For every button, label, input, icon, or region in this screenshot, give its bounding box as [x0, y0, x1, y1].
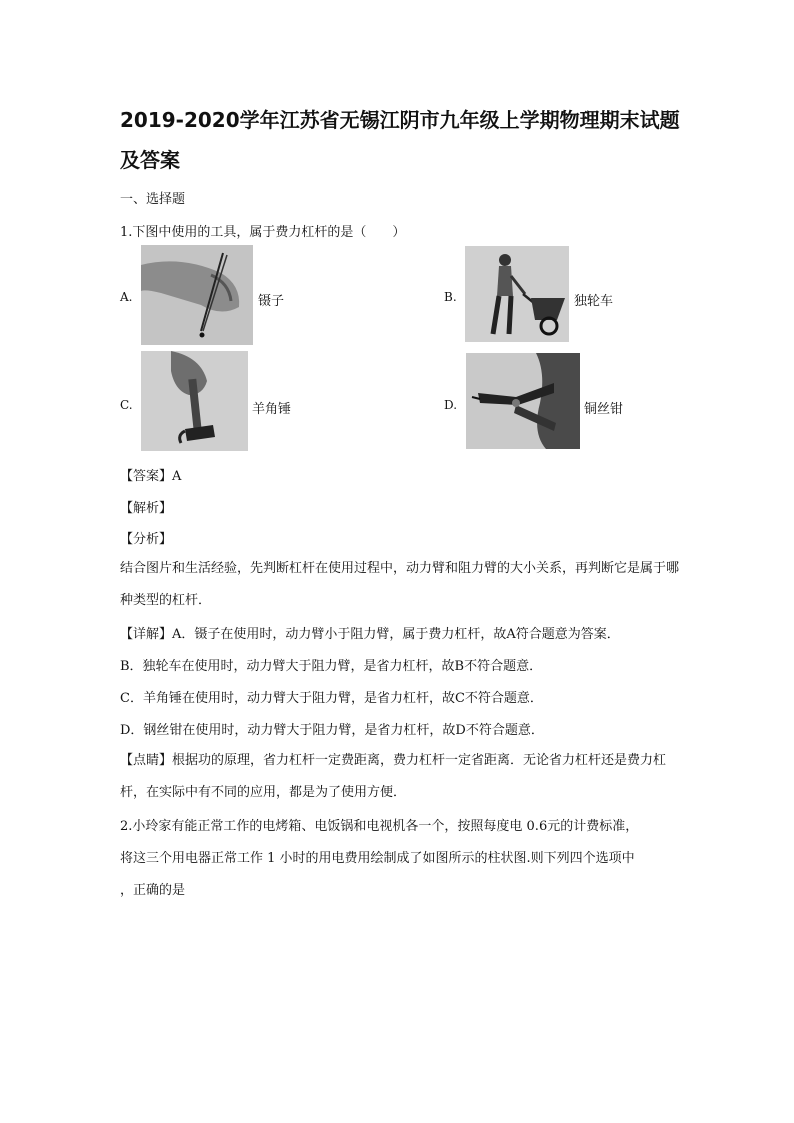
analysis-label: 【分析】	[120, 532, 173, 547]
explanation-label: 【解析】	[120, 501, 173, 516]
detail-c: C．羊角锤在使用时，动力臂大于阻力臂，是省力杠杆，故C不符合题意．	[120, 691, 543, 706]
claw-hammer-photo	[141, 351, 248, 451]
wire-pliers-illustration	[466, 353, 580, 449]
comment-text: 【点睛】根据功的原理，省力杠杆一定费距离，费力杠杆一定省距离．无论省力杠杆还是费力杠杆，在实际中有不同的应用，都是为了使用方便．	[120, 753, 667, 800]
tweezers-illustration	[141, 245, 253, 345]
tweezers-photo	[141, 245, 253, 345]
option-d-letter: D.	[444, 398, 458, 412]
question-2-stem-line-2: 将这三个用电器正常工作 1 小时的用电费用绘制成了如图所示的柱状图.则下列四个选项中	[120, 851, 635, 866]
section-heading: 一、选择题	[120, 192, 186, 207]
detail-a: 【详解】A．镊子在使用时，动力臂小于阻力臂，属于费力杠杆，故A符合题意为答案．	[120, 627, 620, 642]
document-title: 2019-2020学年江苏省无锡江阴市九年级上学期物理期末试题及答案	[120, 108, 680, 172]
question-1-stem: 1.下图中使用的工具，属于费力杠杆的是（ ）	[120, 225, 406, 240]
option-a-name: 镊子	[258, 294, 285, 309]
question-2-stem-line-3: ，正确的是	[120, 883, 186, 898]
option-c-name: 羊角锤	[252, 402, 292, 417]
option-b-name: 独轮车	[574, 294, 614, 309]
option-d-name: 铜丝钳	[584, 402, 624, 417]
claw-hammer-illustration	[141, 351, 248, 451]
analysis-text: 结合图片和生活经验，先判断杠杆在使用过程中，动力臂和阻力臂的大小关系，再判断它是属于哪种类型的杠杆．	[120, 561, 680, 608]
wire-pliers-photo	[466, 353, 580, 449]
answer-label: 【答案】A	[120, 469, 182, 484]
question-2-stem-line-1: 2.小玲家有能正常工作的电烤箱、电饭锅和电视机各一个，按照每度电 0.6元的计费标准，	[120, 819, 639, 834]
option-b-letter: B.	[444, 290, 457, 304]
option-c-letter: C.	[120, 398, 133, 412]
detail-d: D．钢丝钳在使用时，动力臂大于阻力臂，是省力杠杆，故D不符合题意．	[120, 723, 544, 738]
wheelbarrow-illustration	[465, 246, 569, 342]
detail-b: B．独轮车在使用时，动力臂大于阻力臂，是省力杠杆，故B不符合题意．	[120, 659, 543, 674]
wheelbarrow-photo	[465, 246, 569, 342]
option-a-letter: A.	[120, 290, 133, 304]
